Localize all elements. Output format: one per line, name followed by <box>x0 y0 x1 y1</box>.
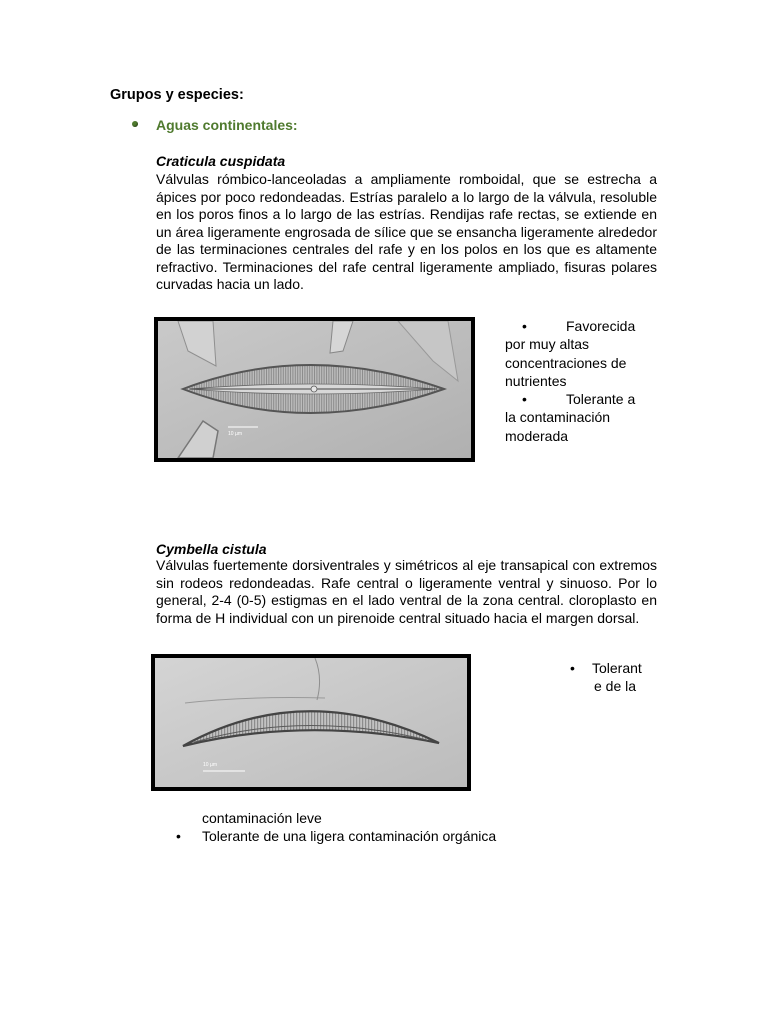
species-2-description: Válvulas fuertemente dorsiventrales y simétricos al eje transapical con extremos sin rodeos redondeadas. Rafe central o ligeramente ventral y sinuoso. Por lo general, 2-4 (0-5) estigmas en el lado ventral de la zona central. cloroplasto en forma de H individual con un pirenoide central situado hacia el margen dorsal. <box>156 557 657 626</box>
svg-text:10 µm: 10 µm <box>203 762 217 768</box>
trait-line: • Favorecida <box>522 318 636 334</box>
trait-line: moderada <box>505 427 569 444</box>
species-1-name: Craticula cuspidata <box>156 153 286 169</box>
continuation-text: contaminación leve <box>202 810 322 826</box>
species-1-description: Válvulas rómbico-lanceoladas a ampliamente romboidal, que se estrecha a ápices por poco redondeadas. Estrías paralelo a lo largo de la válvula, resoluble en los poros finos a lo largo de las estrías. Rendijas rafe rectas, se extiende en un área ligeramente engrosada de sílice que se ensancha ligeramente alrededor de las terminaciones centrales del rafe y en los polos en los que es altamente refractivo. Terminaciones del rafe central ligeramente ampliado, fisuras polares curvadas hacia un lado. <box>156 171 657 292</box>
trait-line: • Tolerant <box>570 660 642 676</box>
bottom-trait: • Tolerante de una ligera contaminación orgánica <box>176 828 497 844</box>
trait-line: la contaminación <box>505 409 611 426</box>
svg-text:10 µm: 10 µm <box>228 431 242 437</box>
bullet-icon <box>132 121 138 127</box>
trait-line: • Tolerante a <box>522 391 636 408</box>
species-1-traits <box>505 317 655 445</box>
cymbella-micrograph <box>151 654 471 791</box>
section-heading: Aguas continentales: <box>156 117 298 133</box>
trait-line: e de la <box>594 678 637 695</box>
trait-line: concentraciones de <box>505 354 627 371</box>
species-2-name: Cymbella cistula <box>156 541 267 557</box>
species-2-traits <box>568 659 678 696</box>
trait-line: nutrientes <box>505 372 567 389</box>
craticula-micrograph <box>154 317 475 462</box>
trait-line: por muy altas <box>505 336 590 353</box>
page-heading: Grupos y especies: <box>110 87 244 103</box>
